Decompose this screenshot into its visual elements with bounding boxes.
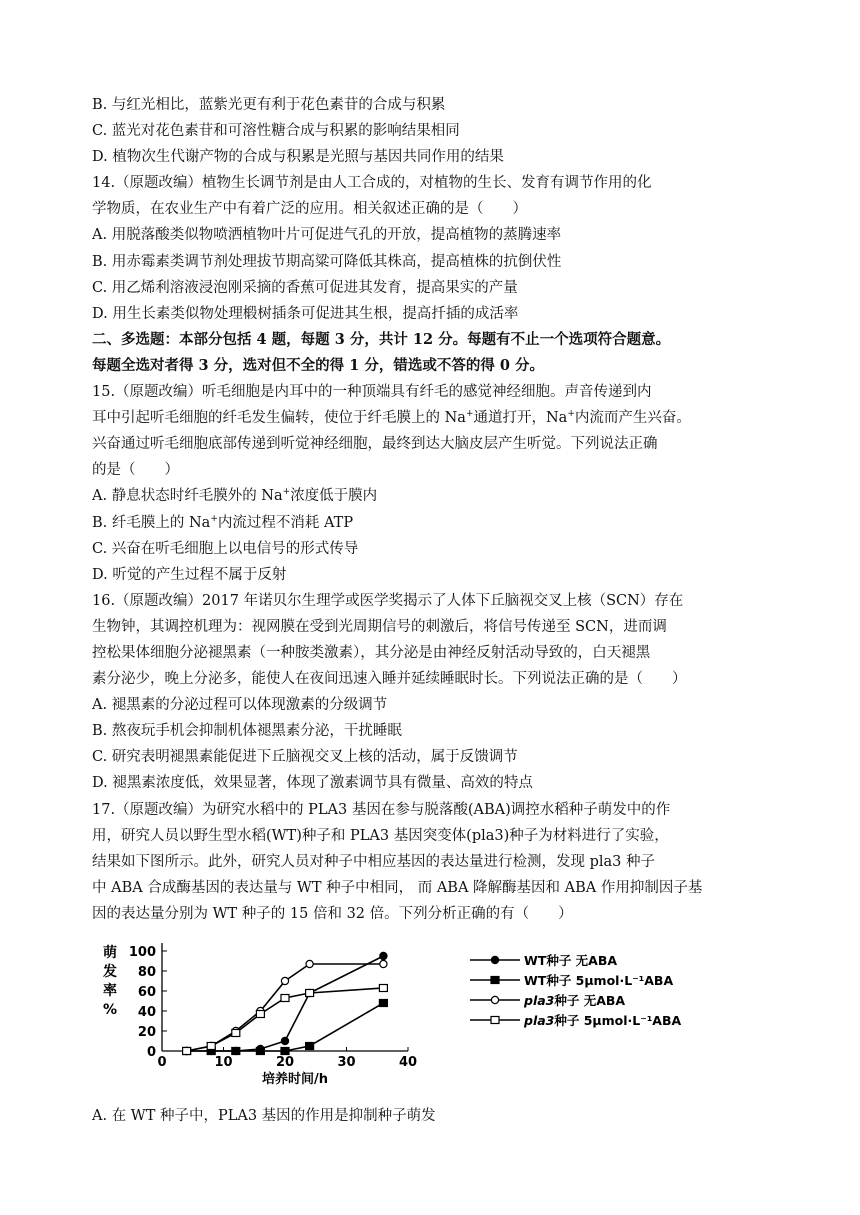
legend-label: WT种子 无ABA xyxy=(524,953,618,968)
option-a: A. 静息状态时纤毛膜外的 Na+浓度低于膜内 xyxy=(92,487,378,505)
question-stem: 控松果体细胞分泌褪黑素（一种胺类激素），其分泌是由神经反射活动导致的，白天褪黑 xyxy=(92,644,651,661)
chart-series xyxy=(183,952,388,1054)
legend-item xyxy=(470,1013,682,1028)
data-point xyxy=(281,1037,288,1044)
x-tick-label: 40 xyxy=(398,1055,418,1070)
question-stem: 的是（ ） xyxy=(92,462,179,479)
y-axis-title-char: 率 xyxy=(103,983,117,999)
question-stem: 学物质，在农业生产中有着广泛的应用。相关叙述正确的是（ ） xyxy=(92,201,527,218)
data-point xyxy=(379,985,387,992)
y-tick-label: 80 xyxy=(137,965,156,980)
legend-label: WT种子 5μmol·L⁻¹ABA xyxy=(524,973,674,988)
data-point xyxy=(183,1048,191,1055)
legend-item xyxy=(470,993,625,1008)
legend-item xyxy=(470,953,617,968)
y-axis-title-char: 萌 xyxy=(103,945,117,961)
data-point xyxy=(379,1000,387,1007)
option-b: B. 熬夜玩手机会抑制机体褪黑素分泌，干扰睡眠 xyxy=(92,723,402,740)
legend-label: pla3种子 5μmol·L⁻¹ABA xyxy=(524,1013,682,1028)
question-stem: 中 ABA 合成酶基因的表达量与 WT 种子中相同， 而 ABA 降解酶基因和 ABA 作用抑制因子基 xyxy=(92,879,703,896)
question-stem: 17.（原题改编）为研究水稻中的 PLA3 基因在参与脱落酸(ABA)调控水稻种子萌发中的作 xyxy=(92,801,671,818)
option-line: B. 用赤霉素类调节剂处理拔节期高粱可降低其株高，提高植株的抗倒伏性 xyxy=(92,253,562,270)
question-stem: 16.（原题改编）2017 年诺贝尔生理学或医学奖揭示了人体下丘脑视交叉上核（SCN）存在 xyxy=(92,592,684,609)
option-d: D. 听觉的产生过程不属于反射 xyxy=(92,566,287,583)
option-b: B. 纤毛膜上的 Na+内流过程不消耗 ATP xyxy=(92,513,354,531)
option-line: C. 蓝光对花色素苷和可溶性糖合成与积累的影响结果相同 xyxy=(92,123,460,140)
data-point xyxy=(281,1048,289,1055)
question-stem: 素分泌少，晚上分泌多，能使人在夜间迅速入睡并延续睡眠时长。下列说法正确的是（ ） xyxy=(92,671,687,688)
question-stem: 14.（原题改编）植物生长调节剂是由人工合成的，对植物的生长、发育有调节作用的化 xyxy=(92,175,652,192)
y-axis-title-char: 发 xyxy=(103,964,117,980)
data-point xyxy=(232,1030,240,1037)
data-point xyxy=(306,960,313,967)
data-point xyxy=(306,1043,314,1050)
germination-chart xyxy=(92,927,782,1097)
y-tick-label: 60 xyxy=(137,985,156,1000)
question-stem: 结果如下图所示。此外，研究人员对种子中相应基因的表达量进行检测，发现 pla3 种子 xyxy=(92,853,656,870)
option-line: D. 植物次生代谢产物的合成与积累是光照与基因共同作用的结果 xyxy=(92,149,504,166)
legend-marker xyxy=(491,977,499,984)
legend-item xyxy=(470,973,673,988)
y-axis-title-char: % xyxy=(102,1002,118,1018)
data-point xyxy=(256,1048,264,1055)
option-c: C. 研究表明褪黑素能促进下丘脑视交叉上核的活动，属于反馈调节 xyxy=(92,749,518,766)
question-stem: 用，研究人员以野生型水稻(WT)种子和 PLA3 基因突变体(pla3)种子为材料进行了实验， xyxy=(92,827,669,844)
series-line xyxy=(187,956,384,1051)
option-line: D. 用生长素类似物处理椴树插条可促进其生根，提高扦插的成活率 xyxy=(92,305,519,322)
y-tick-label: 100 xyxy=(128,945,156,960)
question-stem: 15.（原题改编）听毛细胞是内耳中的一种顶端具有纤毛的感觉神经细胞。声音传递到内 xyxy=(92,384,652,401)
option-a: A. 褪黑素的分泌过程可以体现激素的分级调节 xyxy=(92,697,388,714)
data-point xyxy=(232,1048,240,1055)
data-point xyxy=(207,1043,215,1050)
option-a: A. 在 WT 种子中，PLA3 基因的作用是抑制种子萌发 xyxy=(92,1108,436,1124)
series-1 xyxy=(183,952,387,1054)
legend-marker xyxy=(491,1017,499,1024)
y-tick-label: 0 xyxy=(146,1045,156,1060)
question-13-14-block xyxy=(92,92,782,327)
legend-marker xyxy=(491,956,498,963)
exam-page xyxy=(92,92,782,1129)
x-tick-label: 20 xyxy=(275,1055,295,1070)
option-c: C. 兴奋在听毛细胞上以电信号的形式传导 xyxy=(92,540,359,557)
data-point xyxy=(256,1011,264,1018)
question-stem: 生物钟，其调控机理为：视网膜在受到光周期信号的刺激后，将信号传递至 SCN，进而调 xyxy=(92,618,667,635)
data-point xyxy=(306,990,314,997)
question-stem: 因的表达量分别为 WT 种子的 15 倍和 32 倍。下列分析正确的有（ ） xyxy=(92,905,573,922)
section-heading xyxy=(92,327,782,379)
legend-marker xyxy=(491,996,498,1003)
y-tick-label: 40 xyxy=(137,1005,156,1020)
x-tick-label: 30 xyxy=(337,1055,356,1070)
chart-legend xyxy=(470,953,682,1028)
option-line: A. 用脱落酸类似物喷洒植物叶片可促进气孔的开放，提高植物的蒸腾速率 xyxy=(92,227,562,244)
option-line: B. 与红光相比，蓝紫光更有利于花色素苷的合成与积累 xyxy=(92,97,446,113)
question-stem: 兴奋通过听毛细胞底部传递到听觉神经细胞，最终到达大脑皮层产生听觉。下列说法正确 xyxy=(92,436,658,453)
question-stem: 耳中引起听毛细胞的纤毛发生偏转，使位于纤毛膜上的 Na+通道打开，Na+内流而产生兴奋。 xyxy=(92,409,691,427)
germination-chart-svg xyxy=(92,927,782,1097)
question-15 xyxy=(92,379,782,588)
question-16 xyxy=(92,588,782,797)
x-tick-label: 10 xyxy=(214,1055,233,1070)
option-d: D. 褪黑素浓度低，效果显著，体现了激素调节具有微量、高效的特点 xyxy=(92,775,533,792)
legend-label: pla3种子 无ABA xyxy=(524,993,626,1008)
option-line: C. 用乙烯利溶液浸泡刚采摘的香蕉可促进其发育，提高果实的产量 xyxy=(92,279,518,296)
section-heading-line: 每题全选对者得 3 分，选对但不全的得 1 分，错选或不答的得 0 分。 xyxy=(92,356,545,374)
x-tick-label: 0 xyxy=(157,1055,167,1070)
data-point xyxy=(281,977,288,984)
data-point xyxy=(281,995,289,1002)
y-tick-label: 20 xyxy=(137,1025,156,1040)
section-heading-line: 二、多选题：本部分包括 4 题，每题 3 分，共计 12 分。每题有不止一个选项符合题意。 xyxy=(92,330,671,348)
data-point xyxy=(380,960,387,967)
x-axis-title: 培养时间/h xyxy=(261,1072,329,1087)
question-17 xyxy=(92,797,782,927)
data-point xyxy=(380,952,387,959)
